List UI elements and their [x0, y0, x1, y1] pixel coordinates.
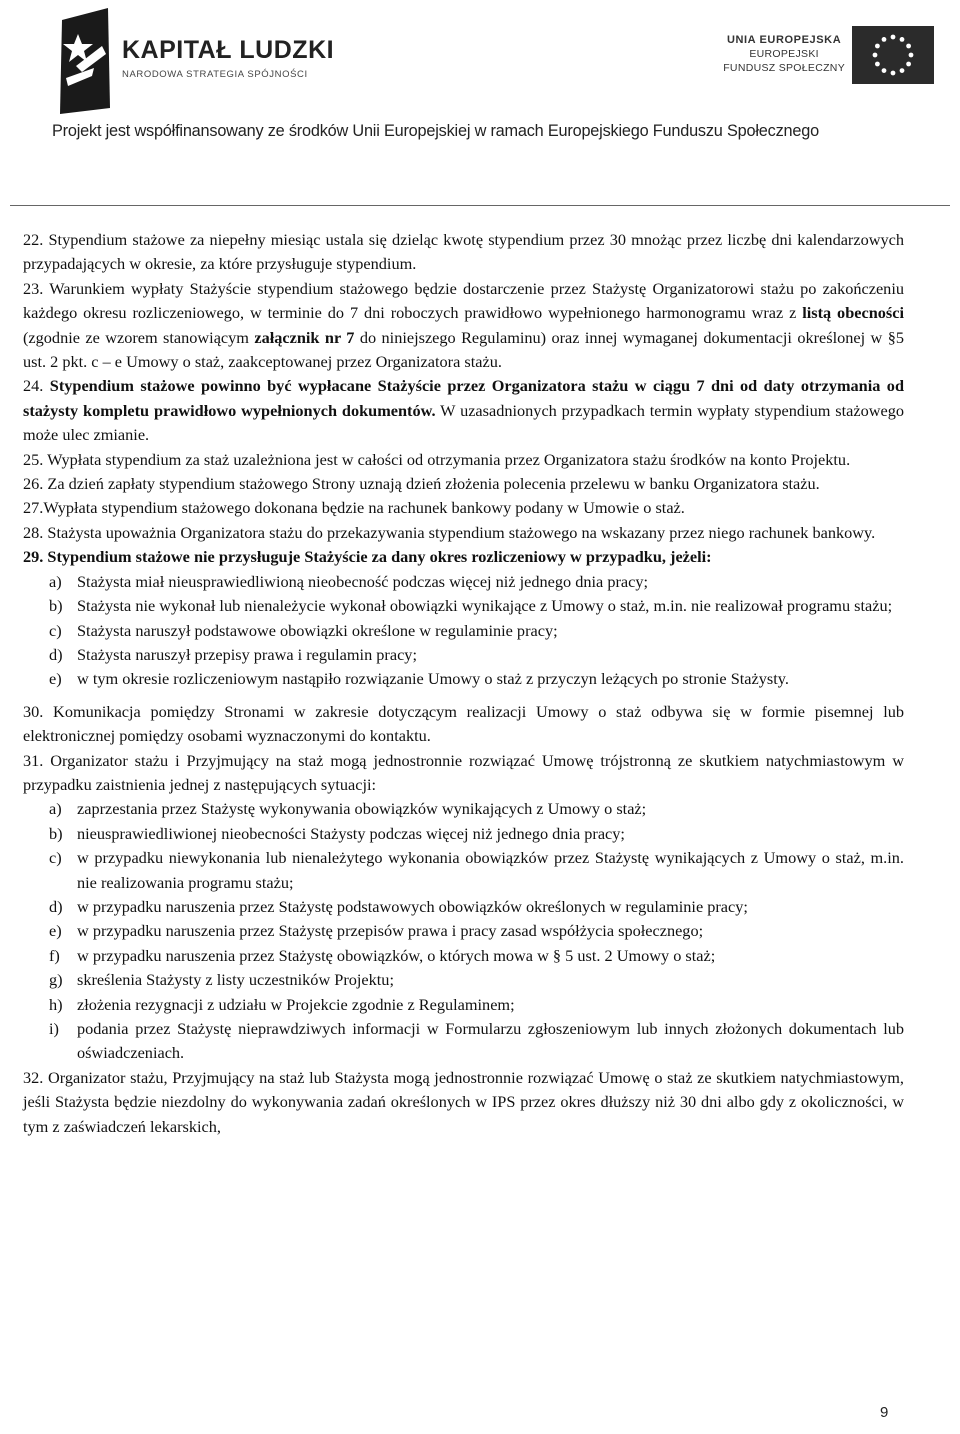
eu-flag-icon — [852, 26, 934, 84]
list-text: w tym okresie rozliczeniowym nastąpiło rozwiązanie Umowy o staż z przyczyn leżących po stronie Stażysty. — [77, 669, 789, 689]
kapital-ludzki-subtitle: NARODOWA STRATEGIA SPÓJNOŚCI — [122, 69, 308, 80]
list-text: Stażysta nie wykonał lub nienależycie wykonał obowiązki wynikające z Umowy o staż, m.in. nie realizował programu stażu; — [77, 596, 893, 616]
list-text: w przypadku naruszenia przez Stażystę przepisów prawa i pracy zasad współżycia społecznego; — [77, 921, 704, 941]
paragraph-27: 27.Wypłata stypendium stażowego dokonana będzie na rachunek bankowy podany w Umowie o staż. — [23, 498, 685, 518]
list-item — [23, 570, 904, 594]
list-item — [23, 919, 904, 943]
list-text: podania przez Stażystę nieprawdziwych informacji w Formularzu zgłoszeniowym lub innych złożonych dokumentach lub oświadczeniach. — [77, 1019, 904, 1063]
cofinancing-banner: Projekt jest współfinansowany ze środków Unii Europejskiej w ramach Europejskiego Funduszu Społecznego — [52, 122, 819, 140]
p29-list — [23, 570, 904, 692]
eu-star-icon — [891, 35, 896, 40]
paragraph-31-intro: 31. Organizator stażu i Przyjmujący na staż mogą jednostronnie rozwiązać Umowę trójstronną ze skutkiem natychmiastowym w przypadku zaistnienia jednej z następujących sytuacji: — [23, 750, 904, 794]
list-item — [23, 968, 904, 992]
kapital-ludzki-logo-icon — [52, 6, 118, 116]
p23-text-c: (zgodnie ze wzorem stanowiącym — [23, 327, 255, 347]
list-text: Stażysta naruszył przepisy prawa i regulamin pracy; — [77, 644, 417, 664]
eu-star-icon — [882, 37, 887, 42]
paragraph-30: 30. Komunikacja pomiędzy Stronami w zakresie dotyczącym realizacji Umowy o staż odbywa się w formie pisemnej lub elektronicznej pomiędzy osobami wyznaczonymi do kontaktu. — [23, 701, 904, 746]
list-item — [23, 944, 904, 968]
eu-label-line1: UNIA EUROPEJSKA — [726, 34, 842, 46]
list-item — [23, 993, 904, 1017]
eu-star-icon — [891, 71, 896, 76]
paragraph-29-heading — [23, 545, 904, 569]
list-letter: h) — [49, 994, 63, 1014]
paragraph-22: 22. Stypendium stażowe za niepełny miesiąc ustala się dzieląc kwotę stypendium przez 30 mnożąc przez liczbę dni kalendarzowych przypadających w okresie, za które przysługuje stypendium. — [23, 230, 904, 274]
list-letter: e) — [49, 921, 62, 941]
list-item — [23, 643, 904, 667]
list-letter: c) — [49, 848, 62, 868]
p29-heading-bold: 29. Stypendium stażowe nie przysługuje Stażyście za dany okres rozliczeniowy w przypadku, jeżeli: — [23, 547, 712, 567]
list-letter: b) — [49, 596, 63, 616]
list-text: w przypadku naruszenia przez Stażystę podstawowych obowiązków określonych w regulaminie pracy; — [77, 896, 748, 916]
list-item — [23, 619, 904, 643]
eu-star-icon — [906, 44, 911, 49]
list-letter: b) — [49, 823, 63, 843]
p24-rest: W uzasadnionych przypadkach termin wypłaty stypendium stażowego może ulec zmianie. — [23, 400, 904, 445]
eu-label-line3: FUNDUSZ SPOŁECZNY — [723, 62, 845, 74]
list-letter: a) — [49, 571, 62, 591]
eu-star-icon — [900, 37, 905, 42]
list-letter: g) — [49, 970, 63, 990]
eu-label-line2: EUROPEJSKI — [749, 48, 819, 60]
p23-bold-1: listą obecności — [802, 303, 904, 323]
paragraph-26: 26. Za dzień zapłaty stypendium stażowego Strony uznają dzień złożenia polecenia przelewu w banku Organizatora stażu. — [23, 474, 820, 494]
paragraph-28: 28. Stażysta upoważnia Organizatora stażu do przekazywania stypendium stażowego na wskazany przez niego rachunek bankowy. — [23, 522, 876, 542]
page-header — [0, 0, 960, 165]
list-letter: d) — [49, 896, 63, 916]
header-divider — [10, 205, 950, 206]
paragraph-23 — [23, 277, 904, 375]
p23-text-a: 23. Warunkiem wypłaty Stażyście stypendium stażowego będzie dostarczenie przez Stażystę Organizatorowi stażu po zakończeniu każdego okresu rozliczeniowego, w terminie do 7 dni roboczych prawidłowo wypełnionego harmonogramu wraz z — [23, 278, 904, 323]
p23-text-d: do niniejszego Regulaminu) oraz innej wymaganej dokumentacji określonej w §5 ust. 2 pkt. c – e Umowy o staż, zaakceptowanej przez Organizatora stażu. — [23, 327, 904, 372]
kapital-ludzki-title: KAPITAŁ LUDZKI — [122, 36, 335, 64]
eu-star-icon — [875, 62, 880, 67]
p24-bold: Stypendium stażowe powinno być wypłacane Stażyście przez Organizatora stażu w ciągu 7 dni od daty otrzymania od stażysty kompletu prawidłowo wypełnionych dokumentów. — [23, 376, 905, 420]
list-text: zaprzestania przez Stażystę wykonywania obowiązków wynikających z Umowy o staż; — [77, 799, 647, 819]
p24-number: 24. — [23, 376, 50, 396]
paragraph-32: 32. Organizator stażu, Przyjmujący na staż lub Stażysta mogą jednostronnie rozwiązać Umowę o staż ze skutkiem natychmiastowym, jeśli Stażysta będzie niezdolny do wykonywania zadań określonych w IPS przez okres dłuższy niż 30 dni albo gdy z okoliczności, w tym z zaświadczeń lekarskich, — [23, 1067, 904, 1136]
eu-fund-label — [723, 33, 845, 75]
list-text: skreślenia Stażysty z listy uczestników Projektu; — [77, 970, 394, 990]
list-text: Stażysta naruszył podstawowe obowiązki określone w regulaminie pracy; — [77, 620, 558, 640]
eu-star-icon — [873, 53, 878, 58]
eu-star-icon — [900, 68, 905, 73]
p23-bold-2: załącznik nr 7 — [254, 327, 355, 347]
paragraph-24 — [23, 374, 904, 447]
list-text: nieusprawiedliwionej nieobecności Stażysty podczas więcej niż jednego dnia pracy; — [77, 823, 625, 843]
document-body — [23, 228, 904, 1139]
list-letter: f) — [49, 945, 60, 965]
eu-star-icon — [906, 62, 911, 67]
p31-list — [23, 797, 904, 1065]
list-letter: a) — [49, 799, 62, 819]
list-text: w przypadku naruszenia przez Stażystę obowiązków, o których mowa w § 5 ust. 2 Umowy o staż; — [77, 945, 716, 965]
list-item — [23, 1017, 904, 1066]
eu-star-icon — [909, 53, 914, 58]
list-item — [23, 797, 904, 821]
list-letter: e) — [49, 669, 62, 689]
list-text: w przypadku niewykonania lub nienależytego wykonania obowiązków przez Stażystę wynikających z Umowy o staż, m.in. nie realizowania programu stażu; — [77, 848, 904, 892]
eu-star-icon — [875, 44, 880, 49]
list-letter: i) — [49, 1019, 59, 1038]
list-item — [23, 846, 904, 895]
list-item — [23, 895, 904, 919]
list-letter: d) — [49, 644, 63, 664]
page-number: 9 — [880, 1404, 889, 1421]
eu-star-icon — [882, 68, 887, 73]
list-text: Stażysta miał nieusprawiedliwioną nieobecność podczas więcej niż jednego dnia pracy; — [77, 571, 648, 591]
list-item — [23, 594, 904, 618]
list-item — [23, 667, 904, 691]
list-item — [23, 822, 904, 846]
list-letter: c) — [49, 620, 62, 640]
list-text: złożenia rezygnacji z udziału w Projekcie zgodnie z Regulaminem; — [77, 994, 515, 1014]
paragraph-25: 25. Wypłata stypendium za staż uzależniona jest w całości od otrzymania przez Organizatora stażu środków na konto Projektu. — [23, 449, 851, 469]
